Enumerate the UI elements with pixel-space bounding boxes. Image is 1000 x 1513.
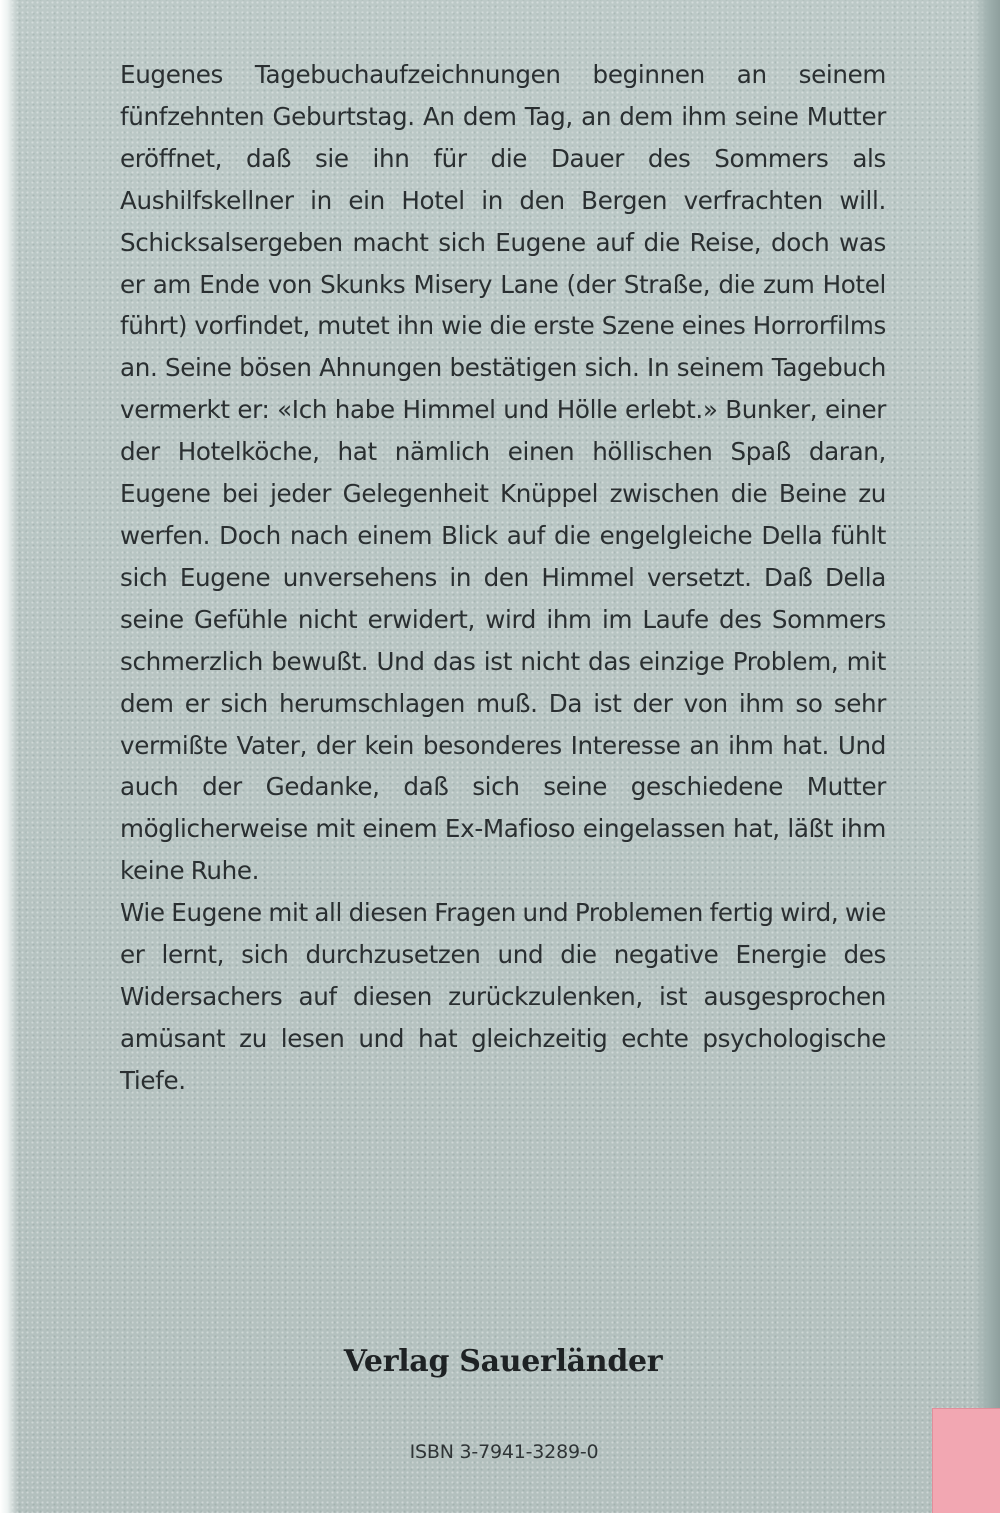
cover-spine-shadow [974, 0, 1000, 1513]
blurb-paragraph-1: Eugenes Tagebuchaufzeichnungen beginnen an seinem fünfzehnten Geburtstag. An dem Tag, an dem ihm seine Mutter eröffnet, daß sie ihn für die Dauer des Sommers als Aushilfskellner in ein Hotel in den Bergen verfrachten will. Schicksalsergeben macht sich Eugene auf die Reise, doch was er am Ende von Skunks Misery Lane (der Straße, die zum Hotel führt) vorfindet, mutet ihn wie die erste Szene eines Horrorfilms an. Seine bösen Ahnungen bestätigen sich. In seinem Tagebuch vermerkt er: «Ich habe Himmel und Hölle erlebt.» Bunker, einer der Hotelköche, hat nämlich einen höllischen Spaß daran, Eugene bei jeder Gelegenheit Knüppel zwischen die Beine zu werfen. Doch nach einem Blick auf die engelgleiche Della fühlt sich Eugene unversehens in den Himmel versetzt. Daß Della seine Gefühle nicht erwidert, wird ihm im Laufe des Sommers schmerzlich bewußt. Und das ist nicht das einzige Problem, mit dem er sich herumschlagen muß. Da ist der von ihm so sehr vermißte Vater, der kein besonderes Interesse an ihm hat. Und auch der Gedanke, daß sich seine geschiedene Mutter möglicherweise mit einem Ex-Mafioso eingelassen hat, läßt ihm keine Ruhe. [120, 60, 886, 886]
isbn-number: ISBN 3-7941-3289-0 [409, 1441, 599, 1463]
cover-left-edge [0, 0, 18, 1513]
blurb-text [120, 54, 886, 1102]
blurb-paragraph-2: Wie Eugene mit all diesen Fragen und Problemen fertig wird, wie er lernt, sich durchzusetzen und die negative Energie des Widersachers auf diesen zurückzulenken, ist ausgesprochen amüsant zu lesen und hat gleichzeitig echte psychologische Tiefe. [120, 898, 886, 1095]
publisher-name: Verlag Sauerländer [343, 1344, 663, 1379]
library-sticker [932, 1408, 1000, 1513]
